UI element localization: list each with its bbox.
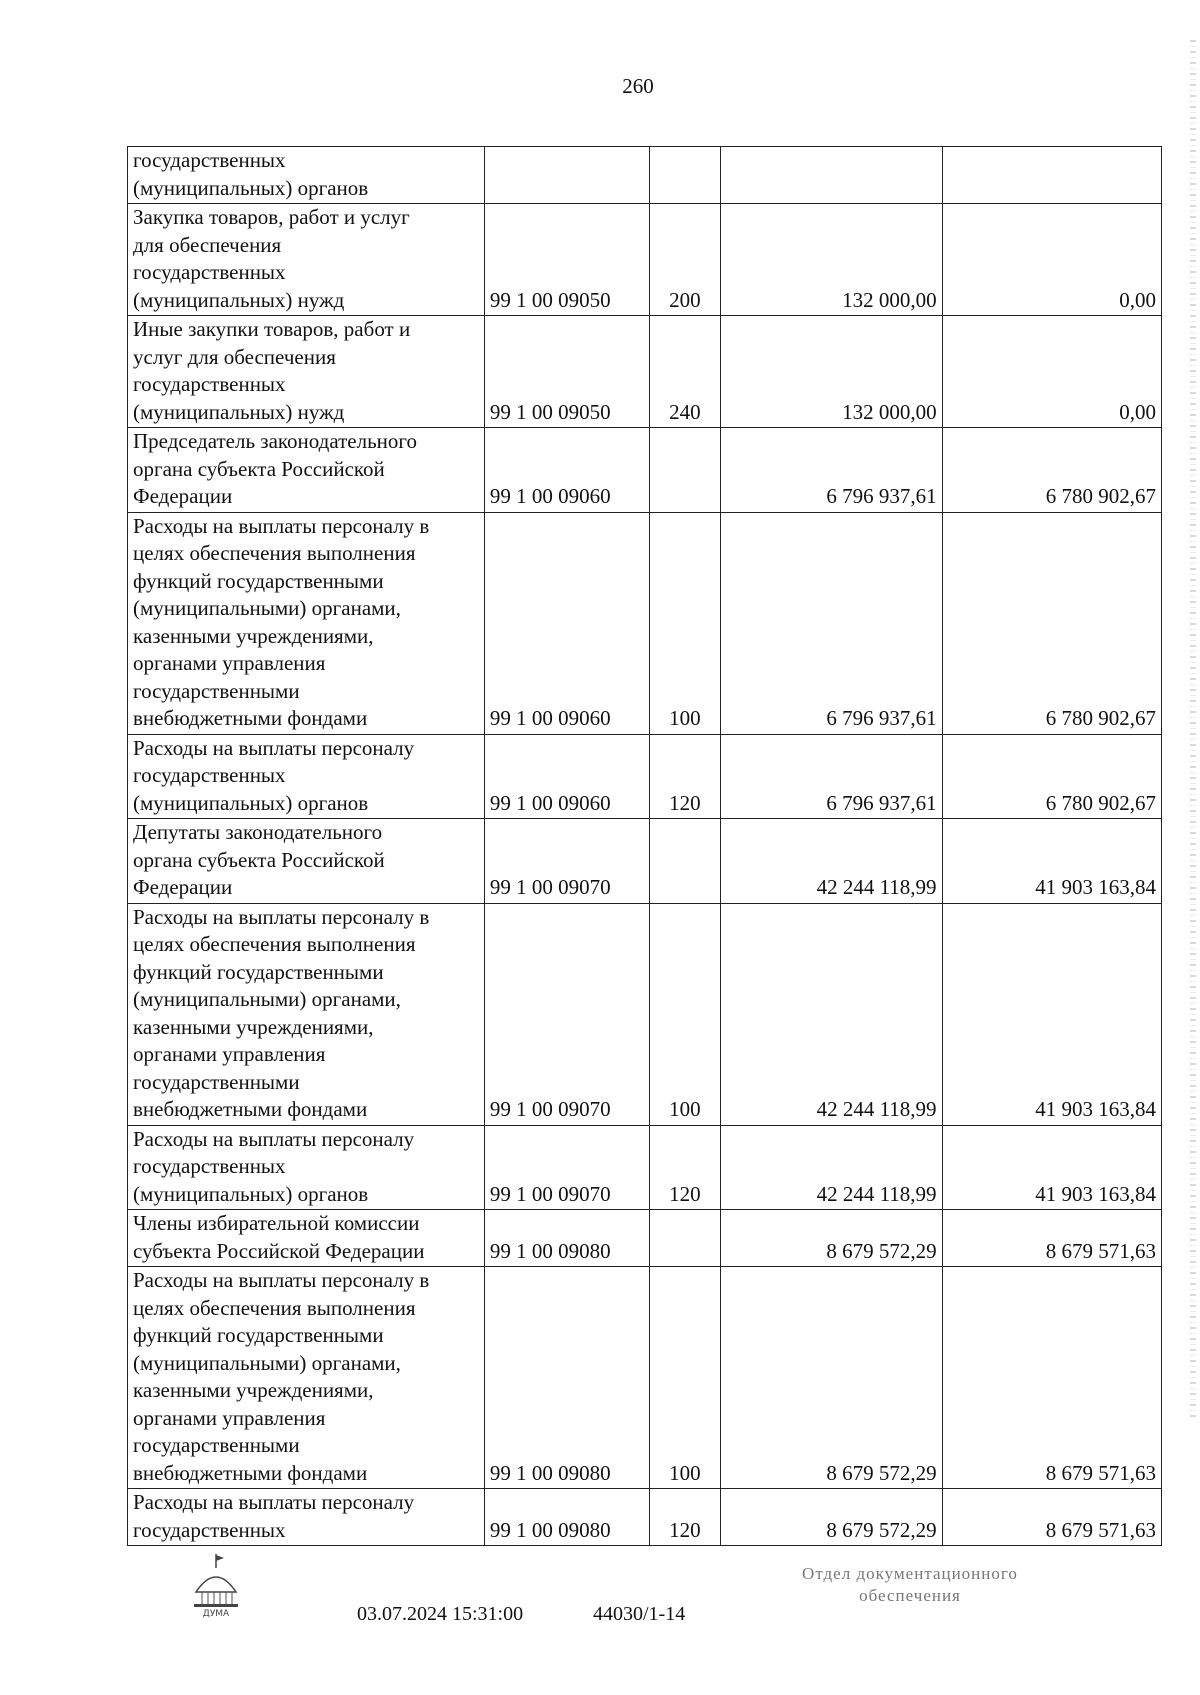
row-amount-2-cell: 41 903 163,84 [942, 1125, 1161, 1210]
footer-doc-number: 44030/1-14 [593, 1603, 686, 1625]
row-amount-1-cell: 42 244 118,99 [721, 903, 942, 1125]
table-row [128, 512, 1162, 734]
row-expense-type-cell [649, 1210, 720, 1267]
row-name-cell: Председатель законодательного органа субъекта Российской Федерации [128, 428, 485, 513]
row-name-cell: государственных (муниципальных) органов [128, 147, 485, 204]
row-expense-type-cell [649, 147, 720, 204]
row-amount-1-cell: 6 796 937,61 [721, 512, 942, 734]
duma-logo-icon [188, 1552, 244, 1618]
row-name-cell: Члены избирательной комиссии субъекта Российской Федерации [128, 1210, 485, 1267]
row-amount-1-cell: 8 679 572,29 [721, 1489, 942, 1546]
row-amount-2-cell: 8 679 571,63 [942, 1210, 1161, 1267]
row-amount-2-cell: 6 780 902,67 [942, 428, 1161, 513]
row-expense-type-cell: 100 [649, 512, 720, 734]
row-name-cell: Расходы на выплаты персоналу в целях обеспечения выполнения функций государственными (муниципальными) органами, казенными учреждениями, органами управления государственными внебюджетными фондами [128, 512, 485, 734]
table-row [128, 204, 1162, 316]
row-code-cell: 99 1 00 09060 [484, 734, 649, 819]
table-row [128, 734, 1162, 819]
row-expense-type-cell: 100 [649, 903, 720, 1125]
row-code-cell: 99 1 00 09070 [484, 1125, 649, 1210]
row-name-cell: Расходы на выплаты персоналу государственных (муниципальных) органов [128, 734, 485, 819]
row-amount-2-cell [942, 147, 1161, 204]
row-amount-2-cell: 41 903 163,84 [942, 903, 1161, 1125]
row-code-cell: 99 1 00 09080 [484, 1210, 649, 1267]
row-code-cell: 99 1 00 09060 [484, 512, 649, 734]
stamp-line-1: Отдел документационного [802, 1564, 1018, 1583]
row-amount-1-cell: 6 796 937,61 [721, 734, 942, 819]
scan-edge-artifact [1190, 40, 1196, 1420]
row-code-cell: 99 1 00 09050 [484, 316, 649, 428]
row-code-cell: 99 1 00 09060 [484, 428, 649, 513]
row-amount-1-cell: 42 244 118,99 [721, 819, 942, 904]
row-amount-2-cell: 0,00 [942, 316, 1161, 428]
row-amount-2-cell: 0,00 [942, 204, 1161, 316]
table-row [128, 903, 1162, 1125]
row-code-cell: 99 1 00 09070 [484, 819, 649, 904]
row-amount-1-cell: 42 244 118,99 [721, 1125, 942, 1210]
footer-date: 03.07.2024 15:31:00 [357, 1603, 524, 1625]
row-expense-type-cell: 100 [649, 1267, 720, 1489]
row-name-cell: Закупка товаров, работ и услуг для обеспечения государственных (муниципальных) нужд [128, 204, 485, 316]
table-row [128, 819, 1162, 904]
logo-text: ДУМА [202, 1609, 230, 1618]
row-code-cell: 99 1 00 09070 [484, 903, 649, 1125]
row-amount-2-cell: 41 903 163,84 [942, 819, 1161, 904]
table-row [128, 1210, 1162, 1267]
row-name-cell: Расходы на выплаты персоналу в целях обеспечения выполнения функций государственными (муниципальными) органами, казенными учреждениями, органами управления государственными внебюджетными фондами [128, 903, 485, 1125]
row-expense-type-cell [649, 428, 720, 513]
row-name-cell: Депутаты законодательного органа субъекта Российской Федерации [128, 819, 485, 904]
row-amount-1-cell: 8 679 572,29 [721, 1267, 942, 1489]
page-number: 260 [622, 74, 654, 98]
table-row [128, 316, 1162, 428]
row-code-cell: 99 1 00 09050 [484, 204, 649, 316]
row-expense-type-cell: 120 [649, 734, 720, 819]
row-amount-2-cell: 6 780 902,67 [942, 512, 1161, 734]
row-amount-1-cell: 132 000,00 [721, 204, 942, 316]
table-row [128, 1125, 1162, 1210]
row-amount-1-cell [721, 147, 942, 204]
row-amount-1-cell: 8 679 572,29 [721, 1210, 942, 1267]
row-name-cell: Расходы на выплаты персоналу государственных [128, 1489, 485, 1546]
table-row [128, 147, 1162, 204]
row-expense-type-cell: 200 [649, 204, 720, 316]
row-code-cell: 99 1 00 09080 [484, 1489, 649, 1546]
row-code-cell: 99 1 00 09080 [484, 1267, 649, 1489]
table-row [128, 1267, 1162, 1489]
stamp-line-2: обеспечения [859, 1586, 961, 1605]
row-amount-1-cell: 6 796 937,61 [721, 428, 942, 513]
row-name-cell: Расходы на выплаты персоналу в целях обеспечения выполнения функций государственными (муниципальными) органами, казенными учреждениями, органами управления государственными внебюджетными фондами [128, 1267, 485, 1489]
row-amount-2-cell: 6 780 902,67 [942, 734, 1161, 819]
row-expense-type-cell [649, 819, 720, 904]
row-name-cell: Иные закупки товаров, работ и услуг для обеспечения государственных (муниципальных) нужд [128, 316, 485, 428]
row-expense-type-cell: 120 [649, 1125, 720, 1210]
row-expense-type-cell: 120 [649, 1489, 720, 1546]
table-row [128, 1489, 1162, 1546]
row-code-cell [484, 147, 649, 204]
row-amount-1-cell: 132 000,00 [721, 316, 942, 428]
budget-table [127, 146, 1162, 1546]
row-amount-2-cell: 8 679 571,63 [942, 1267, 1161, 1489]
department-stamp [760, 1563, 1060, 1607]
row-expense-type-cell: 240 [649, 316, 720, 428]
table-row [128, 428, 1162, 513]
row-amount-2-cell: 8 679 571,63 [942, 1489, 1161, 1546]
row-name-cell: Расходы на выплаты персоналу государственных (муниципальных) органов [128, 1125, 485, 1210]
budget-table-body [128, 147, 1162, 1546]
